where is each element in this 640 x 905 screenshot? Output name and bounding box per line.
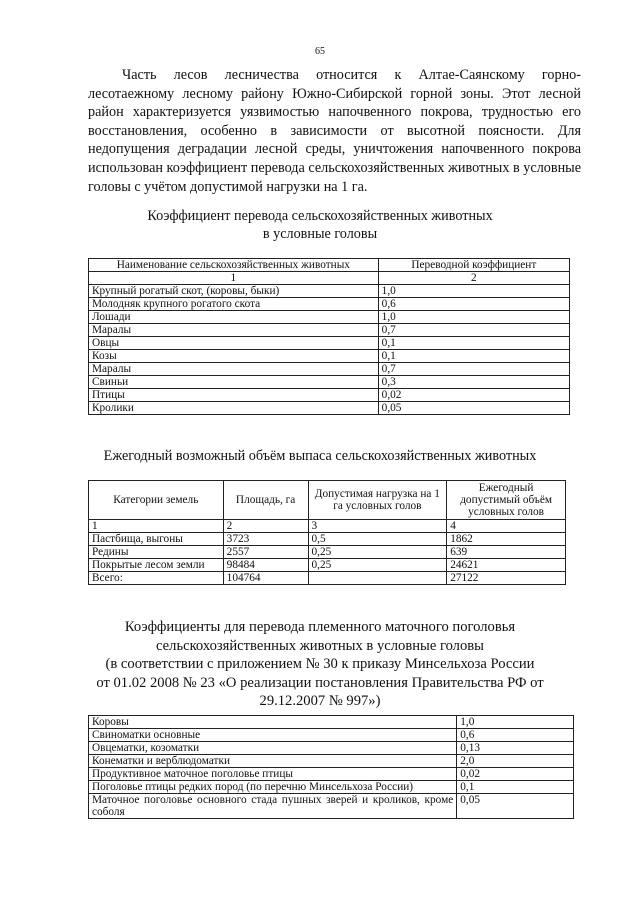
animal-name: Молодняк крупного рогатого скота <box>89 298 379 311</box>
table-row <box>89 402 570 415</box>
volume-value: 639 <box>447 546 566 559</box>
land-category: Редины <box>89 546 224 559</box>
coefficient-value: 0,6 <box>457 729 574 742</box>
coefficient-value: 0,1 <box>457 781 574 794</box>
land-category: Покрытые лесом земли <box>89 559 224 572</box>
table-row <box>89 729 574 742</box>
table3-title-line4: от 01.02 2008 № 23 «О реализации постановления Правительства РФ от <box>96 674 544 691</box>
animal-name: Продуктивное маточное поголовье птицы <box>89 768 457 781</box>
animal-name: Маралы <box>89 324 379 337</box>
intro-paragraph: Часть лесов лесничества относится к Алтае-Саянскому горно-лесотаежному лесному району Южно-Сибирской горной зоны. Этот лесной район характеризуется уязвимостью напочвенного покрова, трудностью его восстановления, особенно в зависимости от высотной поясности. Для недопущения деградации лесной среды, уничтожения напочвенного покрова использован коэффициент перевода сельскохозяйственных животных в условные головы с учётом допустимой нагрузки на 1 га. <box>88 67 581 195</box>
grazing-volume-table <box>88 480 566 585</box>
animal-name: Птицы <box>89 389 379 402</box>
table1-title <box>0 207 640 243</box>
load-value: 0,5 <box>308 533 447 546</box>
table-row <box>89 337 570 350</box>
coefficient-value: 0,1 <box>378 350 569 363</box>
coefficient-value: 0,05 <box>457 794 574 819</box>
table1-title-line1: Коэффициент перевода сельскохозяйственных животных <box>147 208 493 224</box>
table-total-row <box>89 572 566 585</box>
animal-name: Свиньи <box>89 376 379 389</box>
table-row <box>89 311 570 324</box>
volume-value: 24621 <box>447 559 566 572</box>
animal-name: Козы <box>89 350 379 363</box>
coefficient-value: 1,0 <box>457 716 574 729</box>
land-category: Всего: <box>89 572 224 585</box>
table-row <box>89 768 574 781</box>
table-row <box>89 794 574 819</box>
table3-title-line2: сельскохозяйственных животных в условные головы <box>156 637 484 654</box>
coefficient-value: 0,02 <box>457 768 574 781</box>
animal-name: Маралы <box>89 363 379 376</box>
table3-title-line3: (в соответствии с приложением № 30 к приказу Минсельхоза России <box>105 656 535 673</box>
coefficient-value: 0,02 <box>378 389 569 402</box>
coefficient-value: 0,6 <box>378 298 569 311</box>
column-number: 1 <box>89 520 224 533</box>
table2-title: Ежегодный возможный объём выпаса сельскохозяйственных животных <box>103 448 537 464</box>
area-value: 2557 <box>223 546 308 559</box>
area-value: 98484 <box>223 559 308 572</box>
table-row <box>89 559 566 572</box>
animal-name: Овцематки, козоматки <box>89 742 457 755</box>
load-value <box>308 572 447 585</box>
page-number: 65 <box>315 46 325 57</box>
volume-value: 27122 <box>447 572 566 585</box>
table-row <box>89 755 574 768</box>
animal-name: Конематки и верблюдоматки <box>89 755 457 768</box>
coefficient-value: 0,1 <box>378 337 569 350</box>
coefficient-value: 0,3 <box>378 376 569 389</box>
column-number: 3 <box>308 520 447 533</box>
coefficient-value: 0,7 <box>378 363 569 376</box>
coefficient-value: 0,13 <box>457 742 574 755</box>
area-value: 104764 <box>223 572 308 585</box>
load-value: 0,25 <box>308 546 447 559</box>
column-number: 2 <box>223 520 308 533</box>
column-header: Наименование сельскохозяйственных животных <box>89 259 379 272</box>
table-row <box>89 324 570 337</box>
table1-title-line2: в условные головы <box>262 226 378 242</box>
animal-name: Овцы <box>89 337 379 350</box>
column-number: 4 <box>447 520 566 533</box>
table-header-row <box>89 481 566 520</box>
coefficient-value: 2,0 <box>457 755 574 768</box>
column-header: Площадь, га <box>223 481 308 520</box>
table-row <box>89 376 570 389</box>
table-row <box>89 298 570 311</box>
table-row <box>89 546 566 559</box>
load-value: 0,25 <box>308 559 447 572</box>
table-row <box>89 285 570 298</box>
table-header-row <box>89 259 570 272</box>
table-row <box>89 533 566 546</box>
volume-value: 1862 <box>447 533 566 546</box>
animal-name: Крупный рогатый скот, (коровы, быки) <box>89 285 379 298</box>
table-row <box>89 716 574 729</box>
table-row <box>89 363 570 376</box>
table-row <box>89 389 570 402</box>
coefficient-value: 1,0 <box>378 311 569 324</box>
breeding-stock-coefficient-table <box>88 715 574 819</box>
table-number-row <box>89 272 570 285</box>
animal-name: Свиноматки основные <box>89 729 457 742</box>
coefficient-value: 1,0 <box>378 285 569 298</box>
table-row <box>89 742 574 755</box>
land-category: Пастбища, выгоны <box>89 533 224 546</box>
animal-name: Лошади <box>89 311 379 324</box>
coefficient-value: 0,7 <box>378 324 569 337</box>
animal-name: Маточное поголовье основного стада пушных зверей и кроликов, кроме соболя <box>89 794 457 819</box>
animal-name: Поголовье птицы редких пород (по перечню Минсельхоза России) <box>89 781 457 794</box>
table-number-row <box>89 520 566 533</box>
table3-title-line1: Коэффициенты для перевода племенного маточного поголовья <box>124 619 516 635</box>
table3-title <box>0 618 640 711</box>
animal-name: Коровы <box>89 716 457 729</box>
animal-name: Кролики <box>89 402 379 415</box>
area-value: 3723 <box>223 533 308 546</box>
column-header: Переводной коэффициент <box>378 259 569 272</box>
column-header: Категории земель <box>89 481 224 520</box>
table-row <box>89 781 574 794</box>
column-header: Ежегодный допустимый объём условных голов <box>447 481 566 520</box>
table3-title-line5: 29.12.2007 № 997») <box>259 693 381 710</box>
column-header: Допустимая нагрузка на 1 га условных голов <box>308 481 447 520</box>
column-number: 2 <box>378 272 569 285</box>
conversion-coefficient-table <box>88 258 570 415</box>
table-row <box>89 350 570 363</box>
column-number: 1 <box>89 272 379 285</box>
coefficient-value: 0,05 <box>378 402 569 415</box>
